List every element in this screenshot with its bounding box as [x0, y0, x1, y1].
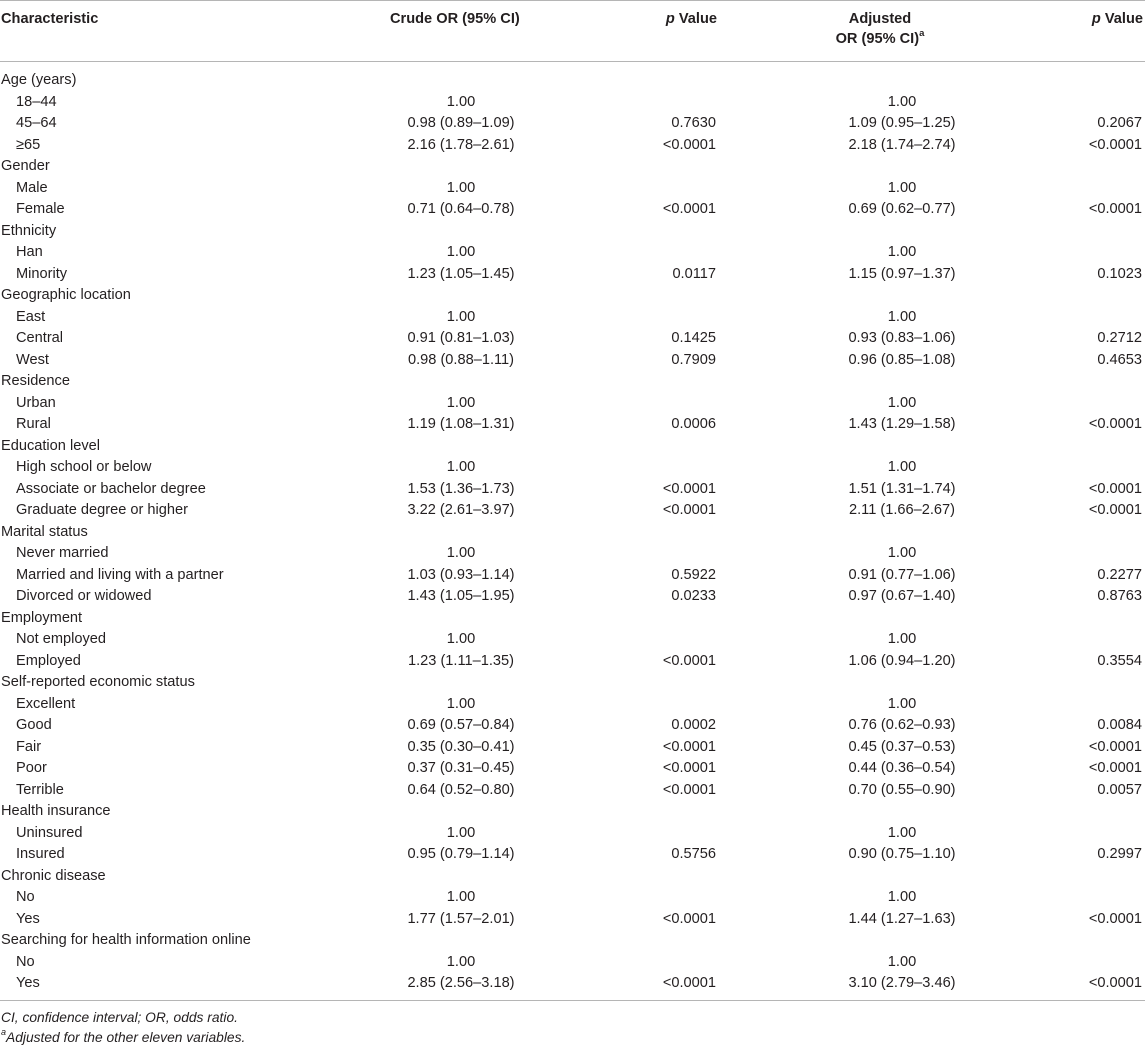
table-row [0, 758, 1145, 780]
crude-p-value-cell: <0.0001 [662, 910, 716, 927]
crude-p-value-cell: <0.0001 [662, 760, 716, 776]
row-label: Divorced or widowed [16, 588, 152, 604]
adjusted-or-cell: 1.00 [887, 308, 917, 325]
table-group-row [0, 930, 1145, 952]
row-label: Never married [16, 545, 109, 561]
row-label: ≥65 [16, 136, 41, 153]
adjusted-p-value-cell: 0.4653 [1097, 351, 1142, 368]
row-label: Male [16, 179, 48, 196]
crude-or-cell: 0.69 (0.57–0.84) [407, 717, 515, 733]
row-label: Female [16, 201, 65, 217]
crude-p-value-cell: <0.0001 [662, 652, 716, 669]
adjusted-or-cell: 1.00 [887, 545, 917, 561]
row-label: 45–64 [16, 115, 57, 131]
adjusted-p-value-cell: <0.0001 [1088, 502, 1142, 518]
adjusted-or-cell: 1.00 [887, 953, 917, 970]
adjusted-p-value-cell: 0.0084 [1097, 717, 1142, 733]
row-label: Employment [1, 609, 83, 626]
value-label: Value [674, 11, 717, 27]
table-group-row [0, 156, 1145, 178]
adjusted-or-cell: 3.10 (2.79–3.46) [848, 975, 956, 991]
crude-or-cell: 3.22 (2.61–3.97) [407, 502, 515, 518]
table-group-row [0, 70, 1145, 92]
row-label: Central [16, 330, 64, 346]
row-label: Insured [16, 846, 65, 862]
table-group-row [0, 608, 1145, 630]
crude-p-value-cell: 0.0233 [671, 588, 716, 604]
table-row [0, 651, 1145, 673]
table-row [0, 135, 1145, 157]
row-label: Han [16, 244, 43, 260]
row-label: Employed [16, 652, 81, 669]
crude-or-cell: 2.85 (2.56–3.18) [407, 975, 515, 991]
row-label: Excellent [16, 695, 76, 712]
row-label: Yes [16, 975, 40, 991]
crude-or-cell: 0.71 (0.64–0.78) [407, 201, 515, 217]
adjusted-p-value-cell: 0.2712 [1097, 330, 1142, 346]
row-label: Not employed [16, 631, 107, 647]
adjusted-or-cell: 1.00 [887, 459, 917, 475]
bottom-rule [0, 1000, 1145, 1001]
crude-or-cell: 1.00 [446, 695, 476, 712]
row-label: No [16, 953, 35, 970]
crude-or-cell: 1.00 [446, 631, 476, 647]
crude-p-value-cell: <0.0001 [662, 201, 716, 217]
crude-or-cell: 1.19 (1.08–1.31) [407, 416, 515, 432]
table-row [0, 307, 1145, 329]
adjusted-p-value-cell: <0.0001 [1088, 910, 1142, 927]
table-row [0, 479, 1145, 501]
adjusted-p-value-cell: <0.0001 [1088, 416, 1142, 432]
adjusted-p-value-cell: <0.0001 [1088, 480, 1142, 497]
table-row [0, 715, 1145, 737]
crude-or-cell: 1.23 (1.05–1.45) [407, 265, 515, 282]
crude-or-cell: 1.00 [446, 244, 476, 260]
crude-or-cell: 1.00 [446, 93, 476, 110]
crude-or-cell: 0.91 (0.81–1.03) [407, 330, 515, 346]
p-italic: p [1091, 11, 1101, 27]
row-label: Self-reported economic status [1, 674, 195, 690]
crude-p-value-cell: <0.0001 [662, 502, 716, 518]
table-row [0, 844, 1145, 866]
adjusted-or-cell: 1.00 [887, 179, 917, 196]
table-group-row [0, 522, 1145, 544]
table-row [0, 500, 1145, 522]
row-label: Marital status [1, 523, 88, 540]
table-row [0, 199, 1145, 221]
crude-or-cell: 1.00 [446, 394, 476, 411]
adjusted-or-cell: 1.09 (0.95–1.25) [848, 115, 956, 131]
adjusted-or-cell: 1.00 [887, 824, 917, 841]
adjusted-p-value-cell: 0.8763 [1097, 588, 1142, 604]
adjusted-or-cell: 1.51 (1.31–1.74) [848, 480, 956, 497]
table-row [0, 694, 1145, 716]
p-italic: p [665, 11, 675, 27]
crude-p-value-cell: 0.0117 [672, 265, 716, 282]
crude-or-cell: 0.95 (0.79–1.14) [407, 846, 515, 862]
header-rule [0, 61, 1145, 62]
table-row [0, 952, 1145, 974]
adjusted-or-cell: 0.96 (0.85–1.08) [848, 351, 956, 368]
crude-or-cell: 1.43 (1.05–1.95) [407, 588, 515, 604]
adjusted-or-cell: 1.15 (0.97–1.37) [848, 265, 956, 282]
row-label: Ethnicity [1, 222, 57, 239]
row-label: Age (years) [1, 72, 77, 88]
footnote-a-marker: a [1, 1027, 7, 1038]
crude-or-cell: 1.00 [446, 308, 476, 325]
header-crude-or: Crude OR (95% CI) [390, 11, 520, 27]
crude-p-value-cell: <0.0001 [662, 975, 716, 991]
crude-or-cell: 1.00 [446, 824, 476, 841]
adjusted-or-cell: 0.69 (0.62–0.77) [848, 201, 956, 217]
table-row [0, 113, 1145, 135]
adjusted-p-value-cell: <0.0001 [1088, 975, 1142, 991]
adjusted-p-value-cell: <0.0001 [1088, 201, 1142, 217]
table-row [0, 629, 1145, 651]
row-label: No [16, 889, 35, 905]
crude-p-value-cell: 0.5756 [671, 846, 716, 862]
crude-p-value-cell: 0.0006 [671, 416, 716, 432]
table-row [0, 909, 1145, 931]
adjusted-p-value-cell: <0.0001 [1088, 136, 1142, 153]
table-row [0, 780, 1145, 802]
table-row [0, 973, 1145, 995]
table-group-row [0, 801, 1145, 823]
adjusted-or-cell: 0.70 (0.55–0.90) [848, 781, 956, 798]
row-label: Married and living with a partner [16, 566, 224, 583]
adjusted-or-cell: 1.43 (1.29–1.58) [848, 416, 956, 432]
table-row [0, 887, 1145, 909]
row-label: High school or below [16, 459, 152, 475]
table-group-row [0, 866, 1145, 888]
crude-or-cell: 1.03 (0.93–1.14) [407, 566, 515, 583]
row-label: Geographic location [1, 287, 131, 303]
row-label: Graduate degree or higher [16, 502, 188, 518]
table-group-row [0, 371, 1145, 393]
crude-or-cell: 0.35 (0.30–0.41) [407, 738, 515, 755]
table-row [0, 328, 1145, 350]
crude-or-cell: 1.23 (1.11–1.35) [407, 652, 515, 669]
table-row [0, 457, 1145, 479]
row-label: Gender [1, 158, 50, 174]
crude-or-cell: 0.37 (0.31–0.45) [407, 760, 515, 776]
adjusted-or-cell: 1.06 (0.94–1.20) [848, 652, 956, 669]
adjusted-p-value-cell: <0.0001 [1088, 738, 1142, 755]
crude-or-cell: 0.64 (0.52–0.80) [407, 781, 515, 798]
crude-or-cell: 0.98 (0.88–1.11) [407, 351, 515, 368]
crude-or-cell: 1.77 (1.57–2.01) [407, 910, 515, 927]
adjusted-p-value-cell: <0.0001 [1088, 760, 1142, 776]
table-row [0, 586, 1145, 608]
adjusted-or-cell: 1.00 [887, 889, 917, 905]
table-group-row [0, 436, 1145, 458]
row-label: Terrible [16, 781, 64, 798]
adjusted-or-cell: 2.18 (1.74–2.74) [848, 136, 956, 153]
value-label: Value [1100, 11, 1143, 27]
crude-p-value-cell: 0.0002 [671, 717, 716, 733]
adjusted-or-cell: 0.91 (0.77–1.06) [848, 566, 956, 583]
table-row [0, 350, 1145, 372]
row-label: 18–44 [16, 93, 57, 110]
adjusted-or-cell: 1.44 (1.27–1.63) [848, 910, 956, 927]
footnote-a [1, 1028, 245, 1048]
row-label: East [16, 308, 46, 325]
row-label: Fair [16, 738, 42, 755]
header-p-value-adjusted [0, 9, 1143, 29]
adjusted-or-cell: 1.00 [887, 244, 917, 260]
row-label: West [16, 351, 49, 368]
adjusted-p-value-cell: 0.2277 [1097, 566, 1142, 583]
table-header [0, 0, 1145, 61]
crude-or-cell: 1.00 [446, 545, 476, 561]
adjusted-line1: Adjusted [848, 11, 912, 27]
row-label: Residence [1, 373, 70, 389]
crude-or-cell: 1.00 [446, 953, 476, 970]
table-group-row [0, 221, 1145, 243]
adjusted-or-cell: 1.00 [887, 93, 917, 110]
table-row [0, 92, 1145, 114]
table-row [0, 565, 1145, 587]
table-row [0, 242, 1145, 264]
adjusted-or-cell: 0.45 (0.37–0.53) [848, 738, 956, 755]
crude-or-cell: 1.53 (1.36–1.73) [407, 480, 515, 497]
crude-or-cell: 0.98 (0.89–1.09) [407, 115, 515, 131]
crude-p-value-cell: 0.1425 [671, 330, 716, 346]
adjusted-or-cell: 0.97 (0.67–1.40) [848, 588, 956, 604]
table-row [0, 543, 1145, 565]
adjusted-or-cell: 1.00 [887, 631, 917, 647]
table-row [0, 737, 1145, 759]
crude-p-value-cell: 0.5922 [671, 566, 716, 583]
adjusted-or-cell: 0.93 (0.83–1.06) [848, 330, 956, 346]
crude-or-cell: 1.00 [446, 179, 476, 196]
adjusted-footnote-marker: a [919, 28, 925, 40]
crude-or-cell: 1.00 [446, 459, 476, 475]
crude-p-value-cell: <0.0001 [662, 738, 716, 755]
header-characteristic: Characteristic [1, 11, 99, 27]
adjusted-or-cell: 2.11 (1.66–2.67) [848, 502, 956, 518]
row-label: Education level [1, 437, 100, 454]
table-row [0, 178, 1145, 200]
footnote-abbreviations: CI, confidence interval; OR, odds ratio. [1, 1010, 238, 1025]
row-label: Health insurance [1, 803, 111, 819]
crude-or-cell: 2.16 (1.78–2.61) [407, 136, 515, 153]
adjusted-line2: OR (95% CI) [835, 31, 920, 47]
adjusted-p-value-cell: 0.0057 [1097, 781, 1142, 798]
footnote-a-text: Adjusted for the other eleven variables. [6, 1030, 246, 1045]
row-label: Rural [16, 416, 51, 432]
row-label: Uninsured [16, 824, 83, 841]
row-label: Minority [16, 265, 68, 282]
table-row [0, 823, 1145, 845]
crude-or-cell: 1.00 [446, 889, 476, 905]
row-label: Good [16, 717, 52, 733]
crude-p-value-cell: <0.0001 [662, 136, 716, 153]
adjusted-or-cell: 1.00 [887, 394, 917, 411]
table-row [0, 414, 1145, 436]
adjusted-or-cell: 1.00 [887, 695, 917, 712]
table-row [0, 264, 1145, 286]
table-footnotes [1, 1008, 245, 1048]
row-label: Urban [16, 394, 56, 411]
table-row [0, 393, 1145, 415]
table-group-row [0, 285, 1145, 307]
crude-p-value-cell: 0.7909 [671, 351, 716, 368]
adjusted-p-value-cell: 0.1023 [1097, 265, 1142, 282]
crude-p-value-cell: <0.0001 [662, 781, 716, 798]
adjusted-p-value-cell: 0.3554 [1097, 652, 1142, 669]
adjusted-or-cell: 0.44 (0.36–0.54) [848, 760, 956, 776]
row-label: Searching for health information online [1, 932, 251, 948]
row-label: Poor [16, 760, 47, 776]
adjusted-p-value-cell: 0.2997 [1097, 846, 1142, 862]
crude-p-value-cell: 0.7630 [671, 115, 716, 131]
table-group-row [0, 672, 1145, 694]
row-label: Yes [16, 910, 40, 927]
row-label: Associate or bachelor degree [16, 480, 206, 497]
crude-p-value-cell: <0.0001 [662, 480, 716, 497]
adjusted-or-cell: 0.90 (0.75–1.10) [848, 846, 956, 862]
table-body [0, 70, 1145, 995]
adjusted-p-value-cell: 0.2067 [1097, 115, 1142, 131]
adjusted-or-cell: 0.76 (0.62–0.93) [848, 717, 956, 733]
row-label: Chronic disease [1, 867, 106, 884]
